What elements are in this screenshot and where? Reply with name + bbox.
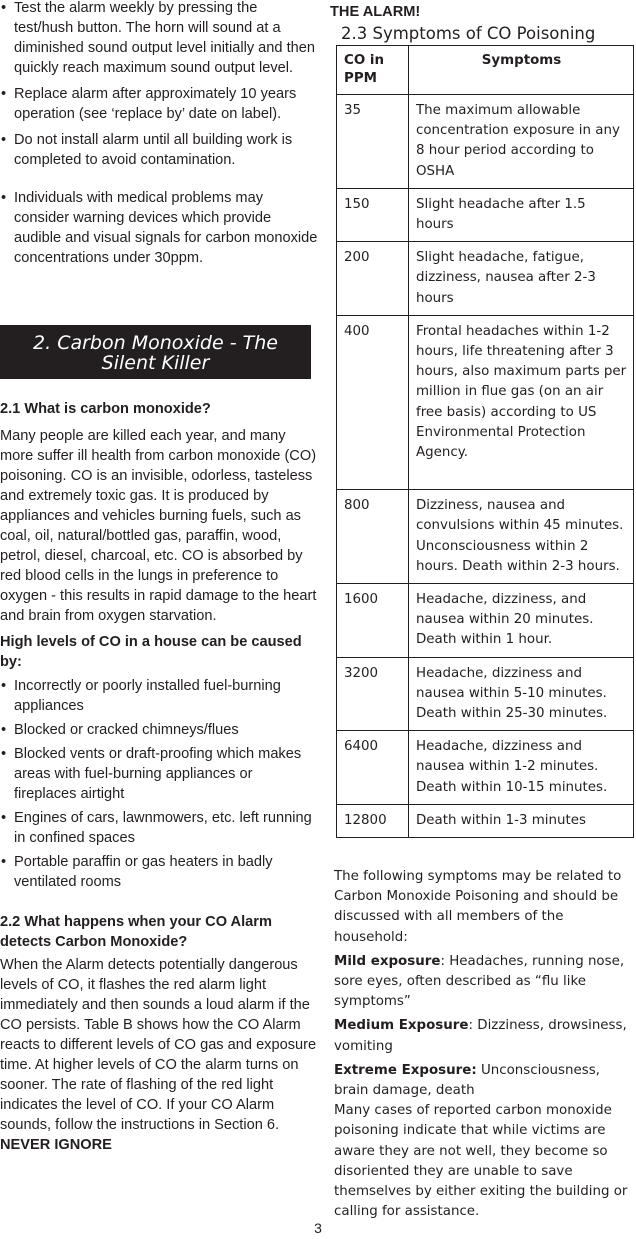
table-row — [337, 315, 634, 489]
section-2-1-heading: 2.1 What is carbon monoxide? — [0, 401, 211, 417]
mild-exposure — [334, 952, 636, 1013]
cause-item: • Portable paraffin or gas heaters in badly ventilated rooms — [0, 852, 318, 892]
medium-exposure — [334, 1016, 636, 1056]
cause-item: • Incorrectly or poorly installed fuel-burning appliances — [0, 676, 318, 716]
table-row — [337, 804, 634, 837]
symptom-cell: Frontal headaches within 1-2 hours, life threatening after 3 hours, also maximum parts per million in flue gas (on an air free basis) according to US Environmental Protection Agency. — [409, 315, 634, 489]
bullet-test-alarm: • Test the alarm weekly by pressing the test/hush button. The horn will sound at a diminished sound output level initially and then quickly reach maximum sound output level. — [0, 0, 318, 78]
ppm-cell: 35 — [337, 95, 409, 189]
ppm-cell: 400 — [337, 315, 409, 489]
symptoms-table — [336, 45, 634, 838]
extreme-exposure-label: Extreme Exposure: — [334, 1062, 477, 1078]
section-2-3-heading: 2.3 Symptoms of CO Poisoning — [341, 24, 596, 43]
section-2-2-body: When the Alarm detects potentially dangerous levels of CO, it flashes the red alarm light immediately and then sounds a loud alarm if the CO persists. Table B shows how the CO Alarm reacts to different levels of CO gas and exposure time. At higher levels of CO the alarm turns on sooner. The rate of flashing of the red light indicates the level of CO. If your CO Alarm sounds, follow the instructions in Section 6. — [0, 957, 317, 1133]
ppm-cell: 1600 — [337, 584, 409, 658]
header-symptoms: Symptoms — [409, 46, 634, 95]
bullet-medical-problems: • Individuals with medical problems may consider warning devices which provide audible and visual signals for carbon monoxide concentrations under 30ppm. — [0, 188, 318, 268]
page-number: 3 — [314, 1220, 322, 1236]
medium-exposure-label: Medium Exposure — [334, 1018, 469, 1034]
symptom-cell: The maximum allowable concentration exposure in any 8 hour period according to OSHA — [409, 95, 634, 189]
header-co-ppm: CO in PPM — [337, 46, 409, 95]
medium-exposure-text: : Dizziness, drowsiness, vomiting — [334, 1018, 627, 1054]
section-2-2-text — [0, 955, 318, 1155]
mild-exposure-label: Mild exposure — [334, 953, 441, 969]
the-alarm-emphasis: THE ALARM! — [330, 4, 421, 20]
table-row — [337, 242, 634, 316]
cause-item: • Blocked vents or draft-proofing which makes areas with fuel-burning appliances or fireplaces airtight — [0, 744, 318, 804]
causes-heading: High levels of CO in a house can be caused by: — [0, 634, 302, 670]
ppm-cell: 12800 — [337, 804, 409, 837]
closing-paragraph: Many cases of reported carbon monoxide poisoning indicate that while victims are aware they are not well, they become so disoriented they are unable to save themselves by either exiting the building or calling for assistance. — [334, 1103, 628, 1220]
ppm-cell: 800 — [337, 490, 409, 584]
cause-item: • Blocked or cracked chimneys/flues — [0, 720, 318, 740]
table-row — [337, 657, 634, 731]
section-2-1-text: Many people are killed each year, and many more suffer ill health from carbon monoxide (CO) poisoning. CO is an invisible, odorless, tasteless and extremely toxic gas. It is produced by appliances and vehicles burning fuels, such as coal, oil, natural/bottled gas, paraffin, wood, petrol, diesel, charcoal, etc. CO is absorbed by red blood cells in the lungs in preference to oxygen - this results in rapid damage to the heart and brain from oxygen starvation. — [0, 428, 317, 624]
ppm-cell: 3200 — [337, 657, 409, 731]
table-row — [337, 95, 634, 189]
ppm-cell: 6400 — [337, 731, 409, 805]
extreme-exposure — [334, 1061, 636, 1101]
banner-line-1: 2. Carbon Monoxide - The — [33, 332, 278, 354]
symptom-cell: Death within 1-3 minutes — [409, 804, 634, 837]
table-row — [337, 490, 634, 584]
banner-line-2: Silent Killer — [101, 352, 210, 374]
bullet-replace-alarm: • Replace alarm after approximately 10 years operation (see ‘replace by’ date on label). — [0, 84, 318, 124]
cause-item: • Engines of cars, lawnmowers, etc. left running in confined spaces — [0, 808, 318, 848]
symptom-cell: Headache, dizziness, and nausea within 20 minutes. Death within 1 hour. — [409, 584, 634, 658]
symptom-cell: Slight headache, fatigue, dizziness, nausea after 2-3 hours — [409, 242, 634, 316]
section-banner — [0, 325, 311, 379]
symptoms-intro: The following symptoms may be related to Carbon Monoxide Poisoning and should be discussed with all members of the household: — [334, 869, 622, 945]
table-row — [337, 584, 634, 658]
symptom-cell: Dizziness, nausea and convulsions within 45 minutes. Unconsciousness within 2 hours. Death within 2-3 hours. — [409, 490, 634, 584]
table-row — [337, 731, 634, 805]
bullet-do-not-install: • Do not install alarm until all building work is completed to avoid contamination. — [0, 130, 318, 170]
section-2-2-heading: 2.2 What happens when your CO Alarm detects Carbon Monoxide? — [0, 914, 272, 950]
extreme-exposure-text: Unconsciousness, brain damage, death — [334, 1062, 600, 1099]
never-ignore-emphasis: NEVER IGNORE — [0, 1137, 112, 1153]
mild-exposure-text: : Headaches, running nose, sore eyes, often described as “flu like symptoms” — [334, 953, 625, 1010]
symptom-cell: Slight headache after 1.5 hours — [409, 188, 634, 241]
table-row — [337, 188, 634, 241]
ppm-cell: 150 — [337, 188, 409, 241]
table-header-row — [337, 46, 634, 95]
ppm-cell: 200 — [337, 242, 409, 316]
symptom-cell: Headache, dizziness and nausea within 1-2 minutes. Death within 10-15 minutes. — [409, 731, 634, 805]
symptom-cell: Headache, dizziness and nausea within 5-10 minutes. Death within 25-30 minutes. — [409, 657, 634, 731]
